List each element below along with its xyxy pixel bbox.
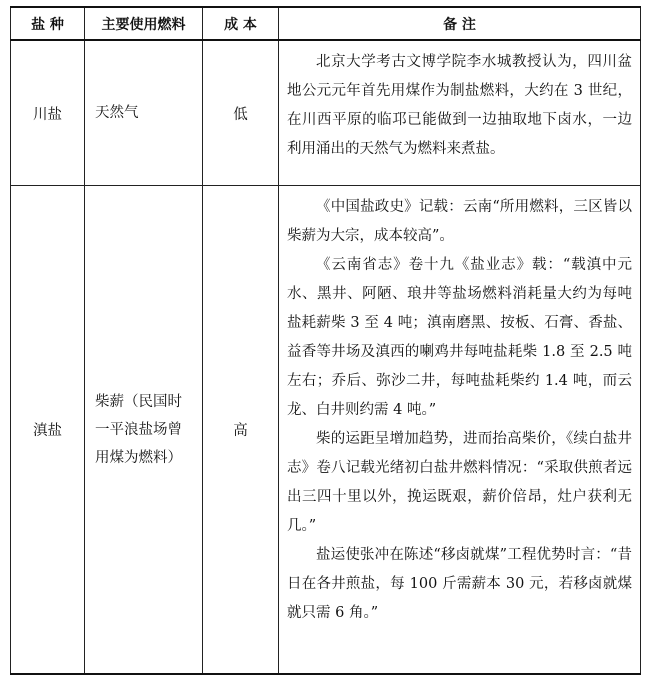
remarks-cell [279,40,641,186]
salt-type-cell: 滇盐 [11,186,85,675]
fuel-cell: 天然气 [85,40,203,186]
remark-paragraph: 《中国盐政史》记载：云南“所用燃料，三区皆以柴薪为大宗，成本较高”。 [287,199,632,244]
remark-paragraph: 盐运使张冲在陈述“移卤就煤”工程优势时言：“昔日在各井煎盐，每 100 斤需薪本 30 元，若移卤就煤就只需 6 角。” [287,547,632,621]
header-salt-type: 盐 种 [11,7,85,40]
cost-cell: 高 [203,186,279,675]
remark-paragraph: 《云南省志》卷十九《盐业志》载：“载滇中元水、黑井、阿陋、琅井等盐场燃料消耗量大约为每吨盐耗薪柴 3 至 4 吨；滇南磨黑、按板、石膏、香盐、益香等井场及滇西的喇鸡井每吨盐耗柴 1.8 至 2.5 吨左右；乔后、弥沙二井，每吨盐耗柴约 1.4 吨，而云龙、白井则约需 4 吨。” [287,257,632,418]
table-row [11,186,641,675]
fuel-cell: 柴薪（民国时一平浪盐场曾用煤为燃料） [85,186,203,675]
remark-paragraph: 北京大学考古文博学院李水城教授认为，四川盆地公元元年首先用煤作为制盐燃料，大约在 3 世纪，在川西平原的临邛已能做到一边抽取地下卤水，一边利用涌出的天然气为燃料来煮盐。 [287,54,632,157]
salt-type-cell: 川盐 [11,40,85,186]
remark-paragraph: 柴的运距呈增加趋势，进而抬高柴价，《续白盐井志》卷八记载光绪初白盐井燃料情况：“采取供煎者远出三四十里以外，挽运既艰，薪价倍昂，灶户获利无几。” [287,431,632,534]
header-row [11,7,641,40]
salt-fuel-table [10,6,641,675]
cost-cell: 低 [203,40,279,186]
header-cost: 成 本 [203,7,279,40]
header-remarks: 备 注 [279,7,641,40]
table-row [11,40,641,186]
header-main-fuel: 主要使用燃料 [85,7,203,40]
remarks-cell [279,186,641,675]
